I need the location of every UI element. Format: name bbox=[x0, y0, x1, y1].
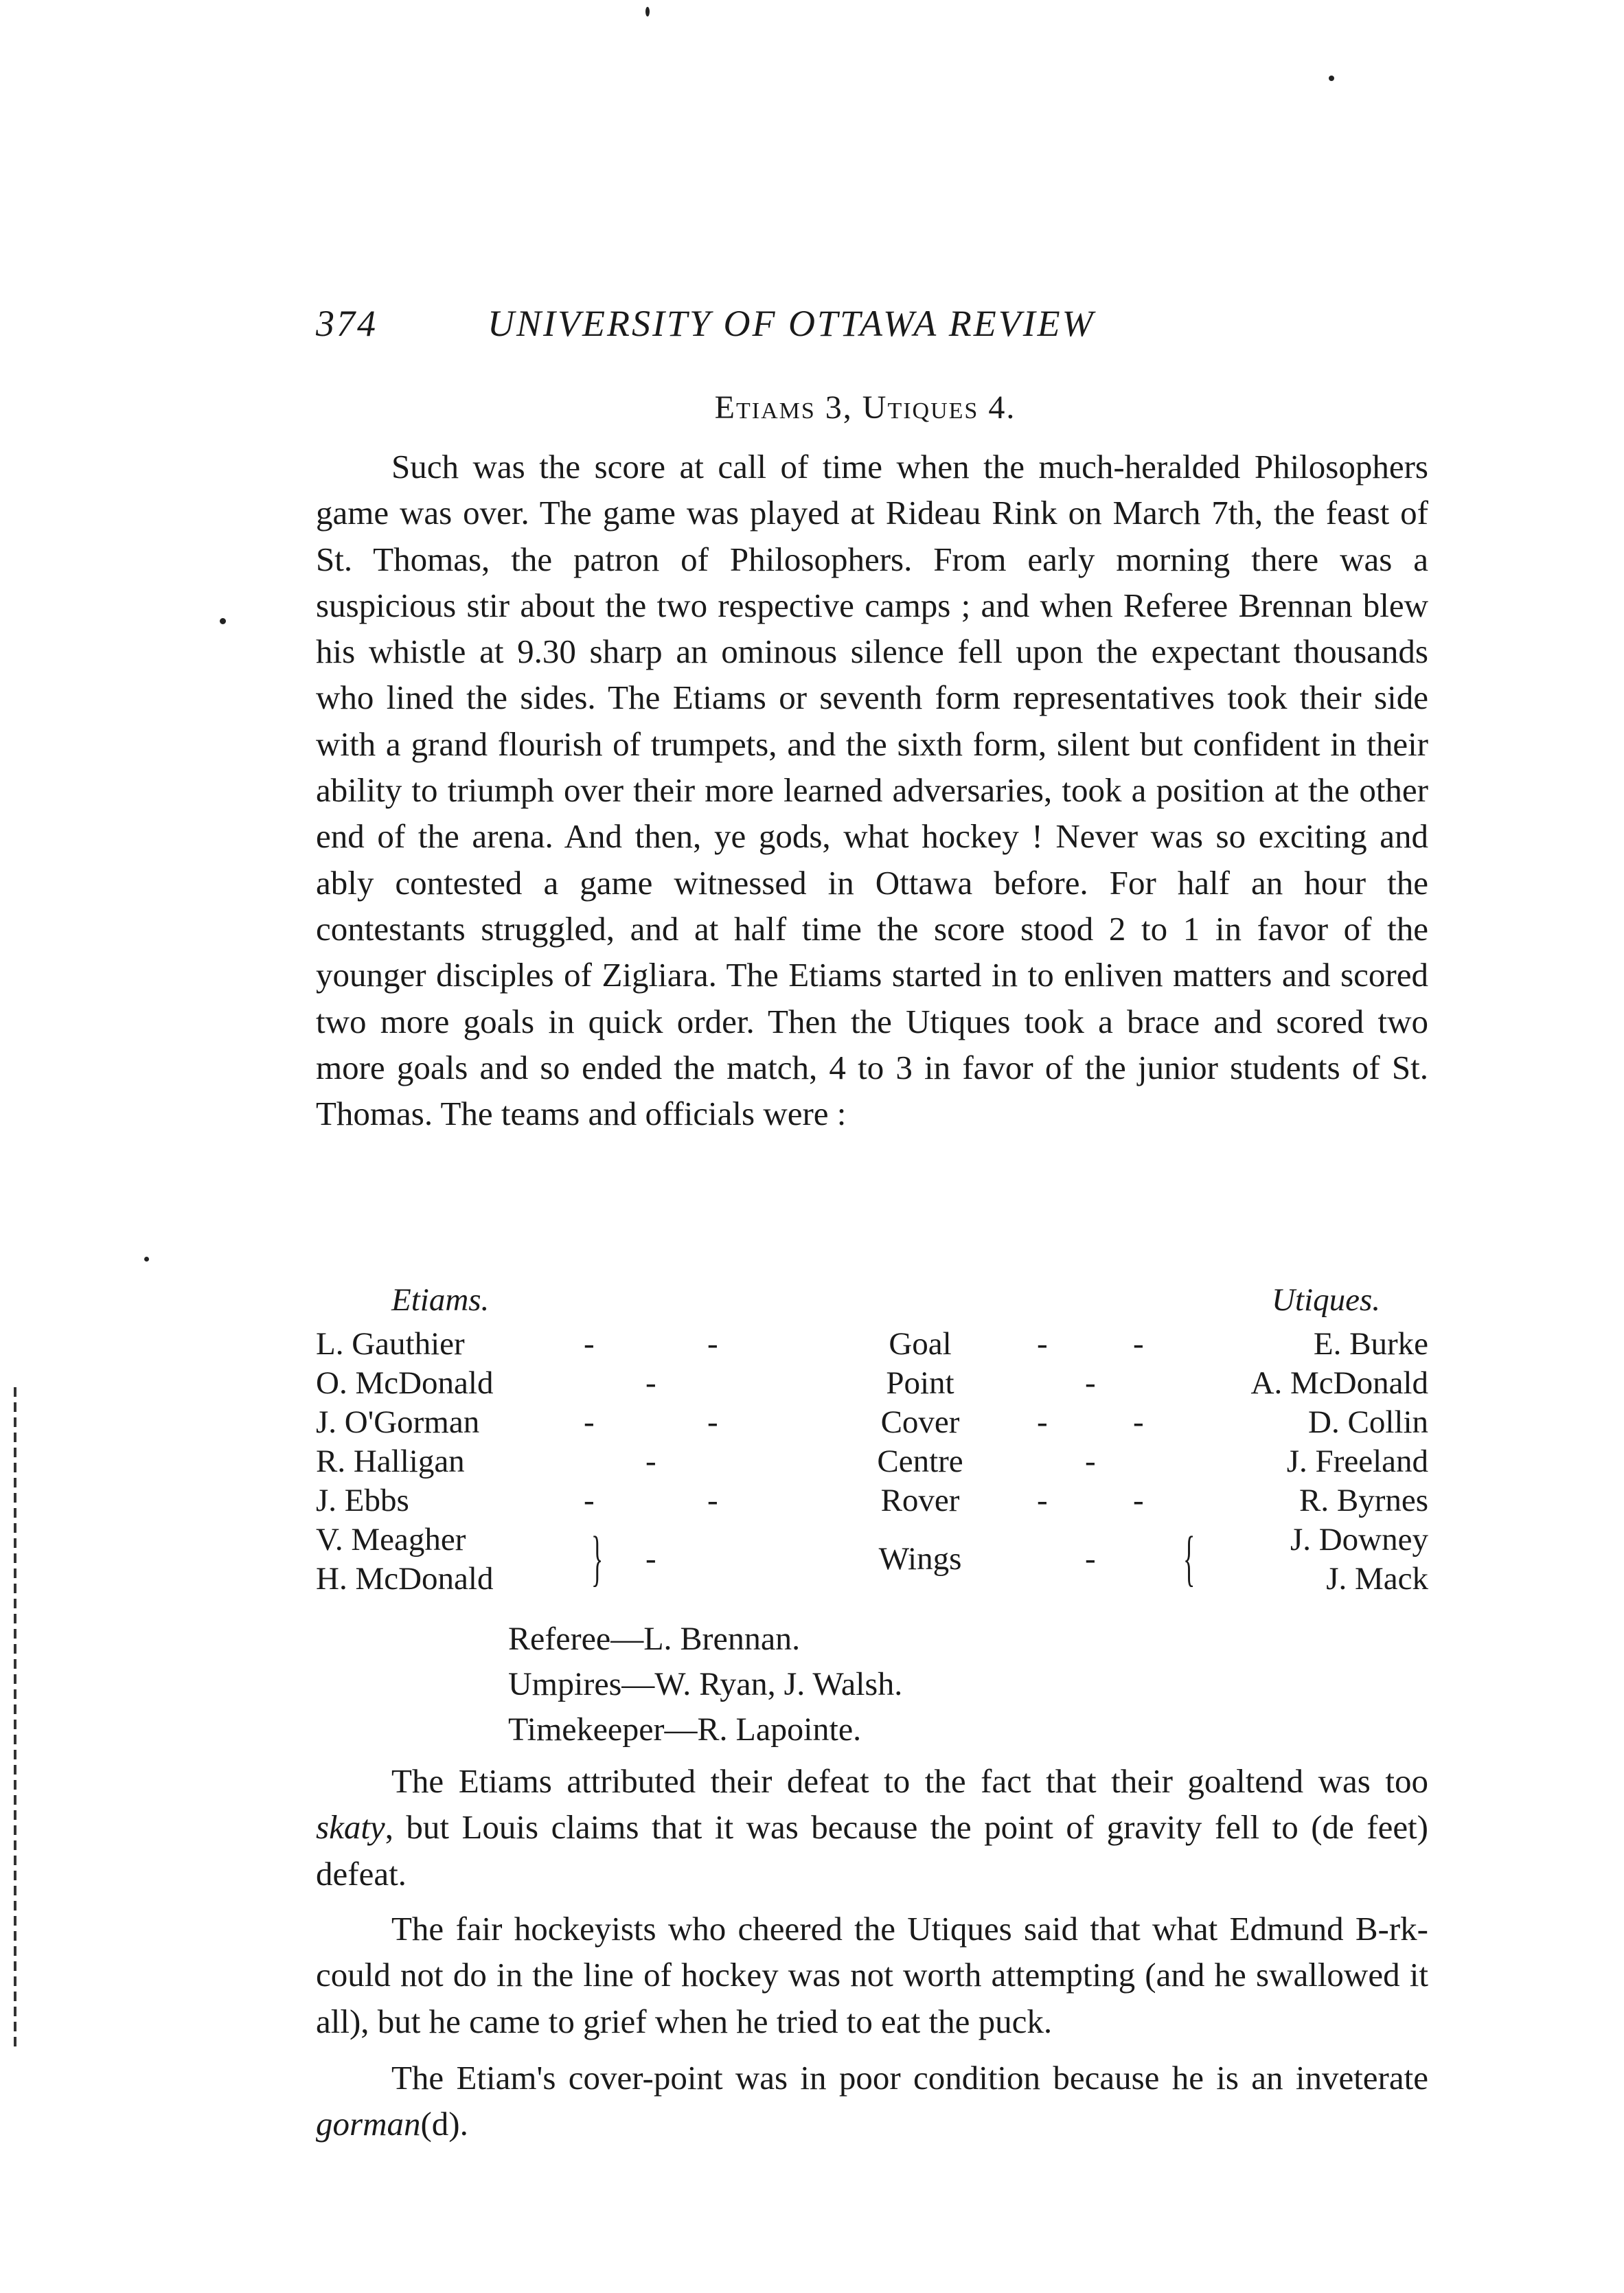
roster-position: Rover bbox=[880, 1483, 960, 1518]
italic-word: skaty bbox=[316, 1808, 385, 1847]
team-roster bbox=[316, 1281, 1428, 1599]
roster-row-cover bbox=[316, 1404, 1428, 1443]
officials-list bbox=[508, 1617, 902, 1753]
dash: - bbox=[645, 1444, 656, 1479]
roster-left-player: R. Halligan bbox=[316, 1444, 465, 1479]
roster-header bbox=[316, 1281, 1428, 1325]
dash: - bbox=[584, 1483, 595, 1518]
team-etiams-name: Etiams. bbox=[391, 1282, 490, 1318]
dash: - bbox=[707, 1404, 718, 1440]
dash: - bbox=[1133, 1483, 1144, 1518]
roster-row-point bbox=[316, 1365, 1428, 1404]
roster-left-player: L. Gauthier bbox=[316, 1326, 465, 1362]
roster-right-player: D. Collin bbox=[1308, 1404, 1428, 1440]
left-brace: } bbox=[591, 1525, 604, 1593]
roster-position: Point bbox=[886, 1365, 954, 1401]
page-number: 374 bbox=[316, 303, 378, 344]
article-heading: Etiams 3, Utiques 4. bbox=[714, 389, 1016, 426]
roster-right-player: J. Downey bbox=[1290, 1522, 1428, 1558]
roster-left-player: V. Meagher bbox=[316, 1522, 466, 1558]
roster-right-player: A. McDonald bbox=[1250, 1365, 1428, 1401]
dash: - bbox=[1085, 1444, 1096, 1479]
italic-word: gorman bbox=[316, 2105, 421, 2143]
official-referee: Referee—L. Brennan. bbox=[508, 1621, 801, 1657]
scan-margin-edge bbox=[14, 1387, 16, 2046]
dash: - bbox=[1085, 1365, 1096, 1401]
roster-left-player: O. McDonald bbox=[316, 1365, 494, 1401]
team-utiques-name: Utiques. bbox=[1272, 1282, 1380, 1318]
dash: - bbox=[645, 1365, 656, 1401]
dash: - bbox=[584, 1404, 595, 1440]
paragraph-intro: Such was the score at call of time when the much-heralded Philosophers game was over. The game was played at Rideau Rink on March 7th, the feast of St. Thomas, the patron of Philosophers. From early morning there was a suspicious stir about the two respective camps ; and when Referee Brennan blew his whistle at 9.30 sharp an ominous silence fell upon the expectant thousands who lined the sides. The Etiams or seventh form representatives took their side with a grand flourish of trumpets, and the sixth form, silent but confident in their ability to triumph over their more learned adversaries, took a position at the other end of the arena. And then, ye gods, what hockey ! Never was so exciting and ably contested a game witnessed in Ottawa before. For half an hour the contestants struggled, and at half time the score stood 2 to 1 in favor of the younger disciples of Zigliara. The Etiams started in to enliven matters and scored two more goals in quick order. Then the Utiques took a brace and scored two more goals and so ended the match, 4 to 3 in favor of the junior students of St. Thomas. The teams and officials were : bbox=[316, 448, 1428, 1133]
dash: - bbox=[1133, 1326, 1144, 1362]
dash: - bbox=[645, 1541, 656, 1577]
paragraph-etiams-defeat bbox=[316, 1758, 1428, 1897]
dash: - bbox=[1133, 1404, 1144, 1440]
paragraph-cover-point bbox=[316, 2055, 1428, 2147]
roster-row-wings bbox=[316, 1521, 1428, 1599]
dash: - bbox=[1037, 1483, 1048, 1518]
paragraph-fair-hockeyists: The fair hockeyists who cheered the Utiques said that what Edmund B-rk- could not do in the line of hockey was not worth attempting (and he swallowed it all), but he came to grief when he tried to eat the puck. bbox=[316, 1910, 1428, 2040]
roster-position: Cover bbox=[880, 1404, 960, 1440]
roster-left-player: J. Ebbs bbox=[316, 1483, 409, 1518]
dash: - bbox=[584, 1326, 595, 1362]
scan-speck bbox=[220, 618, 226, 624]
dash: - bbox=[707, 1483, 718, 1518]
dash: - bbox=[707, 1326, 718, 1362]
roster-right-player: E. Burke bbox=[1313, 1326, 1428, 1362]
official-umpires: Umpires—W. Ryan, J. Walsh. bbox=[508, 1666, 903, 1702]
dash: - bbox=[1037, 1326, 1048, 1362]
dash: - bbox=[1085, 1541, 1096, 1577]
roster-row-centre bbox=[316, 1443, 1428, 1482]
scan-speck bbox=[144, 1257, 149, 1262]
paragraph-text: (d). bbox=[420, 2105, 468, 2143]
roster-row-rover bbox=[316, 1482, 1428, 1521]
paragraph-text: , but Louis claims that it was because the point of gravity fell to (de feet) defeat. bbox=[316, 1808, 1428, 1893]
roster-left-player: H. McDonald bbox=[316, 1561, 494, 1597]
roster-position: Wings bbox=[878, 1541, 962, 1577]
roster-right-player: J. Mack bbox=[1326, 1561, 1428, 1597]
dash: - bbox=[1037, 1404, 1048, 1440]
right-brace: { bbox=[1182, 1525, 1196, 1593]
roster-right-player: J. Freeland bbox=[1286, 1444, 1428, 1479]
running-title: UNIVERSITY OF OTTAWA REVIEW bbox=[488, 303, 1095, 344]
page-header bbox=[316, 302, 1442, 357]
roster-right-player: R. Byrnes bbox=[1299, 1483, 1428, 1518]
scan-speck bbox=[1329, 76, 1334, 81]
paragraph-text: The Etiams attributed their defeat to the fact that their goaltend was too bbox=[391, 1762, 1428, 1800]
roster-position: Goal bbox=[889, 1326, 952, 1362]
roster-row-goal bbox=[316, 1325, 1428, 1365]
paragraph-text: The Etiam's cover-point was in poor condition because he is an inveterate bbox=[391, 2059, 1428, 2097]
roster-position: Centre bbox=[877, 1444, 963, 1479]
official-timekeeper: Timekeeper—R. Lapointe. bbox=[508, 1711, 862, 1748]
scan-speck bbox=[645, 7, 650, 16]
roster-left-player: J. O'Gorman bbox=[316, 1404, 480, 1440]
